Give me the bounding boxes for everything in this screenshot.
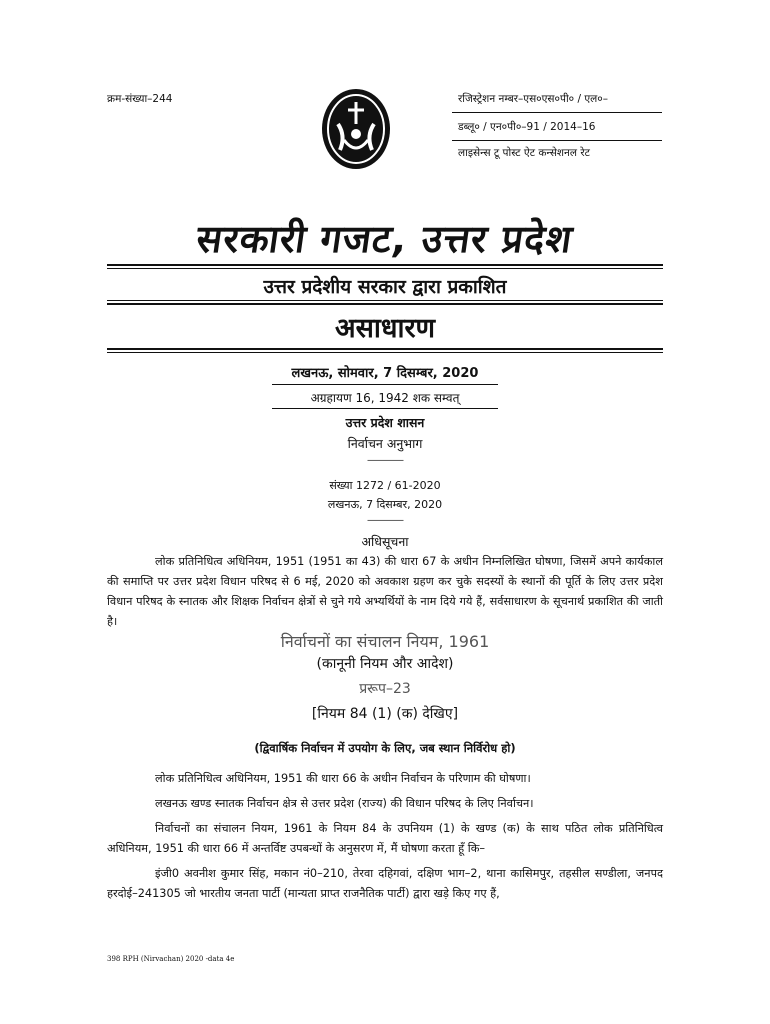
divider: [107, 303, 663, 305]
license-text: लाइसेन्स टू पोस्ट ऐट कन्सेशनल रेट: [458, 147, 590, 159]
divider: [452, 140, 662, 141]
divider: [272, 408, 498, 409]
dash-separator: ————: [367, 515, 403, 526]
result-paragraph: लोक प्रतिनिधित्व अधिनियम, 1951 की धारा 66 के अधीन निर्वाचन के परिणाम की घोषणा।: [155, 772, 531, 785]
biennial-note: (द्विवार्षिक निर्वाचन में उपयोग के लिए, जब स्थान निर्विरोध हो): [254, 741, 516, 755]
divider: [452, 112, 662, 113]
notice-place-date: लखनऊ, 7 दिसम्बर, 2020: [327, 498, 443, 511]
intro-paragraph: लोक प्रतिनिधित्व अधिनियम, 1951 (1951 का 43) की धारा 67 के अधीन निम्नलिखित घोषणा, जिसमें अपने कार्यकाल की समाप्ति पर उत्तर प्रदेश विधान परिषद से 6 मई, 2020 को अवकाश ग्रहण कर चुके सदस्यों के स्थानों की पूर्ति के लिए उत्तर प्रदेश विधान परिषद के स्नातक और शिक्षक निर्वाचन क्षेत्रों से चुने गये अभ्यर्थियों के नाम दिये गये हैं, सर्वसाधारण के सूचनार्थ प्रकाशित की जाती है।: [107, 555, 663, 628]
extraordinary-label: असाधारण: [334, 313, 436, 344]
rule-reference: [नियम 84 (1) (क) देखिए]: [311, 706, 459, 722]
notice-number: संख्या 1272 / 61-2020: [329, 479, 441, 492]
election-paragraph: लखनऊ खण्ड स्नातक निर्वाचन क्षेत्र से उत्तर प्रदेश (राज्य) की विधान परिषद के लिए निर्वाचन।: [155, 797, 534, 810]
declaration-paragraph: निर्वाचनों का संचालन नियम, 1961 के नियम 84 के उपनियम (1) के खण्ड (क) के साथ पठित लोक प्रतिनिधित्व अधिनियम, 1951 की धारा 66 में अन्तर्विष्ट उपबन्धों के अनुसरण में, मैं घोषणा करता हूँ कि–: [107, 822, 663, 855]
divider: [107, 348, 663, 350]
rules-subtitle: (कानूनी नियम और आदेश): [316, 656, 454, 672]
section-name: निर्वाचन अनुभाग: [347, 436, 423, 451]
form-number: प्ररूप–23: [359, 681, 411, 697]
divider: [107, 300, 663, 301]
rules-title: निर्वाचनों का संचालन नियम, 1961: [280, 632, 490, 651]
divider: [107, 268, 663, 269]
saka-date: अग्रहायण 16, 1942 शक सम्वत्: [310, 391, 460, 405]
gazette-subtitle: उत्तर प्रदेशीय सरकार द्वारा प्रकाशित: [263, 276, 507, 298]
gazette-title: सरकारी गजट, उत्तर प्रदेश: [193, 217, 576, 261]
footer-code: 398 RPH (Nirvachan) 2020 -data 4e: [107, 955, 235, 963]
notification-heading: अधिसूचना: [361, 534, 409, 549]
government-name: उत्तर प्रदेश शासन: [345, 415, 425, 430]
dash-separator: ————: [367, 455, 403, 466]
serial-number: क्रम-संख्या–244: [107, 93, 173, 105]
candidate-paragraph: इंजी0 अवनीश कुमार सिंह, मकान नं0–210, तेरवा दहिगवां, दक्षिण भाग–2, थाना कासिमपुर, तहसील सण्डीला, जनपद हरदोई–241305 जो भारतीय जनता पार्टी (मान्यता प्राप्त राजनैतिक पार्टी) द्वारा खड़े किए गए हैं,: [107, 867, 663, 900]
divider: [107, 352, 663, 353]
registration-number: रजिस्ट्रेशन नम्बर–एस०एस०पी० / एल०–: [458, 93, 608, 105]
wnp-number: डब्लू० / एन०पी०–91 / 2014–16: [458, 121, 596, 133]
emblem-icon: [320, 84, 392, 170]
divider: [272, 384, 498, 385]
publication-date: लखनऊ, सोमवार, 7 दिसम्बर, 2020: [291, 366, 479, 381]
state-emblem: [320, 84, 392, 170]
divider: [107, 264, 663, 266]
